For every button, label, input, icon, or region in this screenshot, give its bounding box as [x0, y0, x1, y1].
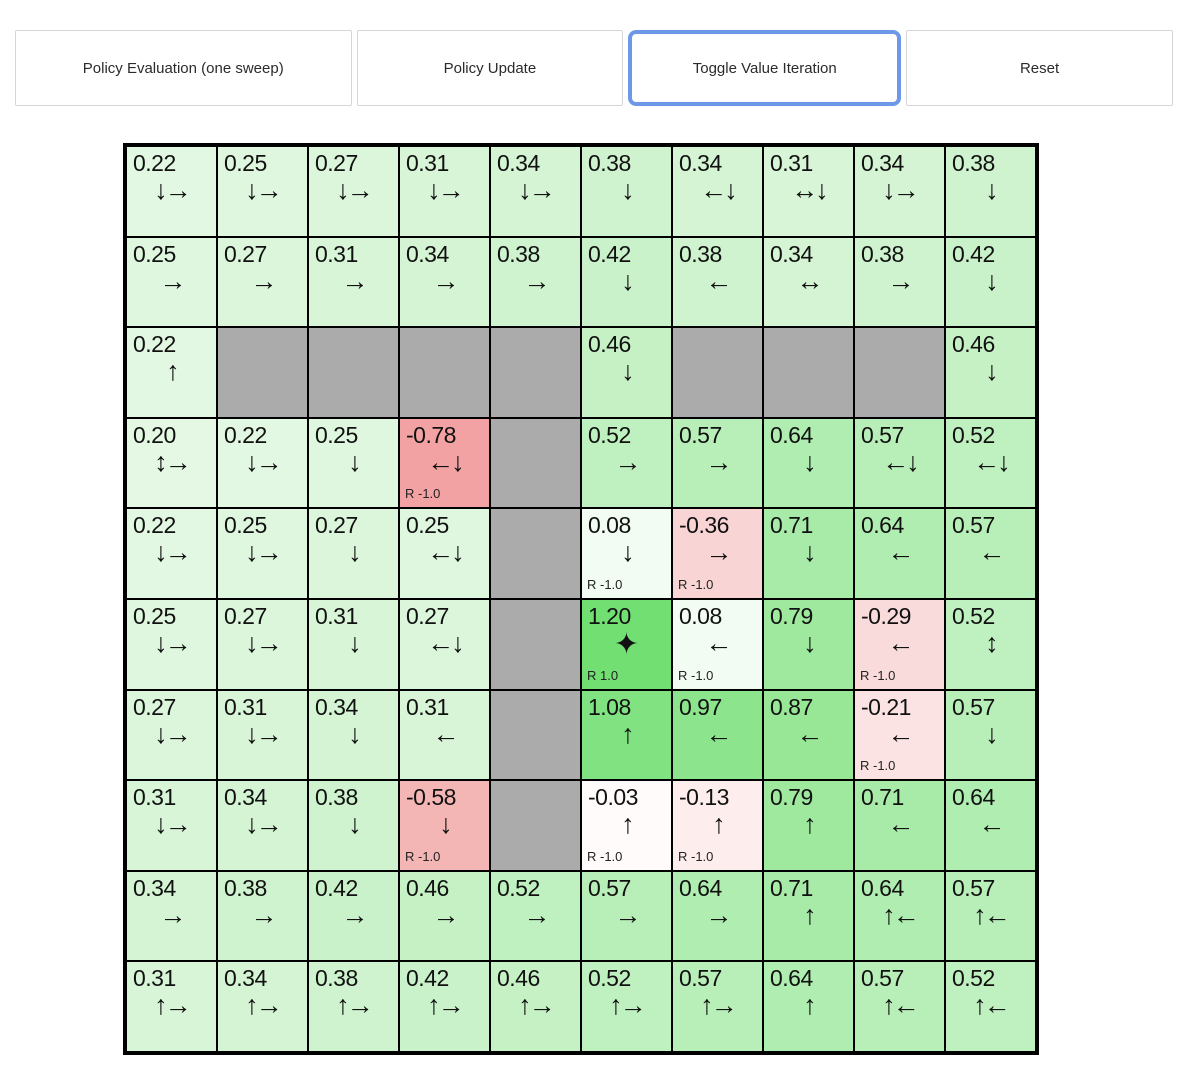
- grid-cell-r6c7[interactable]: [672, 599, 763, 690]
- grid-cell-r7c4[interactable]: [399, 690, 490, 781]
- grid-cell-r6c4[interactable]: [399, 599, 490, 690]
- grid-cell-r6c1[interactable]: [126, 599, 217, 690]
- grid-cell-r9c5[interactable]: [490, 871, 581, 962]
- grid-cell-r9c3[interactable]: [308, 871, 399, 962]
- state-value: 0.25: [224, 512, 267, 539]
- state-value: 0.57: [952, 693, 995, 720]
- state-value: 1.20: [588, 602, 631, 629]
- grid-cell-r1c2[interactable]: [217, 146, 308, 237]
- state-value: 0.34: [861, 150, 904, 176]
- grid-cell-r8c1[interactable]: [126, 780, 217, 871]
- state-value: 0.52: [952, 421, 995, 448]
- reward-label: R -1.0: [678, 848, 714, 864]
- policy-arrow-icon: →: [250, 899, 275, 930]
- grid-cell-r10c7[interactable]: [672, 961, 763, 1052]
- policy-arrow-icon: ↓→: [154, 718, 189, 749]
- policy-arrow-icon: →: [887, 265, 912, 296]
- policy-arrow-icon: ↕: [985, 627, 996, 658]
- grid-cell-r8c4[interactable]: [399, 780, 490, 871]
- reward-label: R 1.0: [587, 667, 619, 683]
- grid-cell-r7c9[interactable]: [854, 690, 945, 781]
- policy-arrow-icon: ↓→: [154, 175, 189, 205]
- state-value: 0.34: [406, 240, 449, 267]
- policy-arrow-icon: ↓→: [154, 537, 189, 568]
- grid-cell-r9c7[interactable]: [672, 871, 763, 962]
- grid-cell-r2c7[interactable]: [672, 237, 763, 328]
- policy-arrow-icon: ↑←: [973, 990, 1008, 1021]
- grid-cell-r7c3[interactable]: [308, 690, 399, 781]
- policy-arrow-icon: ←: [705, 627, 730, 658]
- grid-cell-r5c1[interactable]: [126, 508, 217, 599]
- grid-cell-r9c4[interactable]: [399, 871, 490, 962]
- reward-label: R -1.0: [587, 848, 623, 864]
- grid-cell-r2c1[interactable]: [126, 237, 217, 328]
- state-value: 0.87: [770, 693, 813, 720]
- state-value: 0.57: [861, 421, 904, 448]
- grid-cell-r2c4[interactable]: [399, 237, 490, 328]
- state-value: 0.64: [679, 874, 722, 901]
- grid-cell-r7c6[interactable]: [581, 690, 672, 781]
- policy-arrow-icon: →: [341, 899, 366, 930]
- state-value: 0.52: [952, 965, 995, 992]
- wall-cell-r4c5[interactable]: [490, 418, 581, 509]
- policy-arrow-icon: ←: [887, 718, 912, 749]
- grid-cell-r9c9[interactable]: [854, 871, 945, 962]
- state-value: 0.57: [952, 512, 995, 539]
- policy-arrow-icon: ←↓: [427, 537, 462, 568]
- grid-cell-r3c1[interactable]: [126, 327, 217, 418]
- policy-arrow-icon: ↓→: [245, 718, 280, 749]
- policy-arrow-icon: →: [705, 446, 730, 477]
- policy-arrow-icon: ↑: [803, 990, 814, 1021]
- grid-cell-r8c3[interactable]: [308, 780, 399, 871]
- policy-arrow-icon: ↓: [985, 265, 996, 296]
- state-value: 0.46: [497, 965, 540, 992]
- policy-arrow-icon: ↓: [985, 718, 996, 749]
- grid-cell-r10c2[interactable]: [217, 961, 308, 1052]
- grid-cell-r8c6[interactable]: [581, 780, 672, 871]
- wall-cell-r3c7[interactable]: [672, 327, 763, 418]
- policy-arrow-icon: ←: [887, 809, 912, 840]
- policy-arrow-icon: →: [432, 899, 457, 930]
- state-value: 0.27: [224, 602, 267, 629]
- policy-arrow-icon: ↑: [166, 356, 177, 387]
- grid-cell-r6c2[interactable]: [217, 599, 308, 690]
- state-value: 0.31: [133, 784, 176, 811]
- policy-arrow-icon: ↓: [621, 265, 632, 296]
- state-value: 0.31: [315, 602, 358, 629]
- state-value: 0.52: [588, 421, 631, 448]
- grid-cell-r7c10[interactable]: [945, 690, 1036, 781]
- grid-cell-r7c8[interactable]: [763, 690, 854, 781]
- grid-cell-r2c5[interactable]: [490, 237, 581, 328]
- grid-cell-r8c2[interactable]: [217, 780, 308, 871]
- grid-cell-r3c6[interactable]: [581, 327, 672, 418]
- policy-update-button[interactable]: Policy Update: [357, 30, 624, 106]
- policy-arrow-icon: ↓→: [245, 537, 280, 568]
- policy-arrow-icon: ←↓: [427, 446, 462, 477]
- toggle-value-iteration-button[interactable]: Toggle Value Iteration: [628, 30, 901, 106]
- grid-cell-r9c10[interactable]: [945, 871, 1036, 962]
- state-value: 0.42: [588, 240, 631, 267]
- policy-arrow-icon: ↑←: [882, 990, 917, 1021]
- state-value: 0.34: [679, 150, 722, 176]
- toolbar: [0, 0, 1188, 106]
- state-value: 0.38: [315, 784, 358, 811]
- state-value: 0.34: [224, 784, 267, 811]
- reward-label: R -1.0: [405, 486, 441, 502]
- grid-cell-r1c7[interactable]: [672, 146, 763, 237]
- state-value: 0.64: [770, 421, 813, 448]
- grid-cell-r2c8[interactable]: [763, 237, 854, 328]
- state-value: 0.42: [952, 240, 995, 267]
- policy-arrow-icon: ↑: [712, 809, 723, 840]
- grid-cell-r4c9[interactable]: [854, 418, 945, 509]
- grid-cell-r10c5[interactable]: [490, 961, 581, 1052]
- policy-arrow-icon: ←: [887, 627, 912, 658]
- policy-arrow-icon: ↑→: [154, 990, 189, 1021]
- state-value: 0.27: [315, 150, 358, 176]
- policy-arrow-icon: ↓: [621, 356, 632, 387]
- grid-cell-r4c1[interactable]: [126, 418, 217, 509]
- state-value: 1.08: [588, 693, 631, 720]
- policy-arrow-icon: ↑→: [609, 990, 644, 1021]
- policy-arrow-icon: →: [250, 265, 275, 296]
- grid-cell-r6c9[interactable]: [854, 599, 945, 690]
- grid-cell-r10c6[interactable]: [581, 961, 672, 1052]
- wall-cell-r3c3[interactable]: [308, 327, 399, 418]
- state-value: 0.71: [861, 784, 904, 811]
- state-value: 0.38: [952, 150, 995, 176]
- gridworld: [123, 143, 1039, 1055]
- policy-arrow-icon: ↓→: [427, 175, 462, 205]
- policy-arrow-icon: ←: [705, 265, 730, 296]
- grid-cell-r4c10[interactable]: [945, 418, 1036, 509]
- policy-arrow-icon: ↓: [439, 809, 450, 840]
- state-value: 0.38: [588, 150, 631, 176]
- policy-arrow-icon: →: [432, 265, 457, 296]
- state-value: 0.31: [770, 150, 813, 176]
- state-value: 0.42: [315, 874, 358, 901]
- policy-arrow-icon: →: [523, 265, 548, 296]
- grid-cell-r6c3[interactable]: [308, 599, 399, 690]
- grid-cell-r2c3[interactable]: [308, 237, 399, 328]
- grid-cell-r5c3[interactable]: [308, 508, 399, 599]
- grid-cell-r5c4[interactable]: [399, 508, 490, 599]
- state-value: 0.25: [224, 150, 267, 176]
- grid-cell-r7c2[interactable]: [217, 690, 308, 781]
- reward-label: R -1.0: [678, 576, 714, 592]
- reward-label: R -1.0: [587, 576, 623, 592]
- policy-arrow-icon: ↑→: [518, 990, 553, 1021]
- grid-cell-r1c6[interactable]: [581, 146, 672, 237]
- grid-cell-r8c10[interactable]: [945, 780, 1036, 871]
- state-value: 0.22: [224, 421, 267, 448]
- policy-arrow-icon: ↓: [348, 627, 359, 658]
- state-value: 0.79: [770, 784, 813, 811]
- state-value: 0.38: [861, 240, 904, 267]
- policy-arrow-icon: ↓: [621, 537, 632, 568]
- grid-cell-r4c2[interactable]: [217, 418, 308, 509]
- state-value: 0.25: [133, 602, 176, 629]
- state-value: 0.64: [861, 874, 904, 901]
- policy-arrow-icon: ↓: [985, 356, 996, 387]
- state-value: 0.57: [861, 965, 904, 992]
- policy-arrow-icon: ↓: [803, 627, 814, 658]
- state-value: 0.22: [133, 512, 176, 539]
- grid-cell-r10c10[interactable]: [945, 961, 1036, 1052]
- grid-cell-r8c7[interactable]: [672, 780, 763, 871]
- state-value: 0.31: [315, 240, 358, 267]
- policy-arrow-icon: →: [614, 899, 639, 930]
- policy-arrow-icon: →: [159, 899, 184, 930]
- grid-cell-r2c10[interactable]: [945, 237, 1036, 328]
- grid-cell-r2c6[interactable]: [581, 237, 672, 328]
- policy-arrow-icon: ↓→: [245, 175, 280, 205]
- state-value: 0.08: [588, 512, 631, 539]
- state-value: 0.34: [315, 693, 358, 720]
- grid-cell-r9c1[interactable]: [126, 871, 217, 962]
- policy-arrow-icon: ↑→: [700, 990, 735, 1021]
- policy-arrow-icon: →: [159, 265, 184, 296]
- policy-arrow-icon: ←↓: [973, 446, 1008, 477]
- grid-cell-r3c10[interactable]: [945, 327, 1036, 418]
- policy-arrow-icon: ↑: [621, 809, 632, 840]
- state-value: 0.22: [133, 150, 176, 176]
- policy-arrow-icon: ↓: [985, 175, 996, 205]
- policy-arrow-icon: ↓→: [245, 809, 280, 840]
- grid-cell-r8c8[interactable]: [763, 780, 854, 871]
- state-value: 0.20: [133, 421, 176, 448]
- grid-cell-r1c3[interactable]: [308, 146, 399, 237]
- grid-cell-r2c2[interactable]: [217, 237, 308, 328]
- grid-cell-r6c10[interactable]: [945, 599, 1036, 690]
- reset-button[interactable]: Reset: [906, 30, 1173, 106]
- grid-cell-r6c8[interactable]: [763, 599, 854, 690]
- policy-arrow-icon: ←: [978, 537, 1003, 568]
- grid-cell-r9c6[interactable]: [581, 871, 672, 962]
- policy-arrow-icon: ↓→: [245, 627, 280, 658]
- state-value: -0.78: [406, 421, 456, 448]
- goal-star-icon: ✦: [613, 627, 640, 661]
- state-value: 0.34: [770, 240, 813, 267]
- wall-cell-r3c9[interactable]: [854, 327, 945, 418]
- policy-arrow-icon: ↓: [348, 809, 359, 840]
- grid-cell-r2c9[interactable]: [854, 237, 945, 328]
- state-value: 0.22: [133, 331, 176, 358]
- policy-arrow-icon: →: [341, 265, 366, 296]
- state-value: -0.29: [861, 602, 911, 629]
- state-value: 0.52: [952, 602, 995, 629]
- state-value: 0.08: [679, 602, 722, 629]
- grid-cell-r4c7[interactable]: [672, 418, 763, 509]
- policy-arrow-icon: ↑→: [245, 990, 280, 1021]
- state-value: 0.42: [406, 965, 449, 992]
- grid-cell-r5c7[interactable]: [672, 508, 763, 599]
- state-value: 0.57: [952, 874, 995, 901]
- state-value: 0.64: [861, 512, 904, 539]
- policy-arrow-icon: ↓→: [518, 175, 553, 205]
- grid-cell-r10c3[interactable]: [308, 961, 399, 1052]
- state-value: 0.64: [770, 965, 813, 992]
- grid-cell-r10c4[interactable]: [399, 961, 490, 1052]
- policy-arrow-icon: ↑: [803, 809, 814, 840]
- grid-cell-r5c2[interactable]: [217, 508, 308, 599]
- state-value: 0.46: [588, 331, 631, 358]
- policy-arrow-icon: ←↓: [700, 175, 735, 205]
- state-value: 0.38: [315, 965, 358, 992]
- policy-arrow-icon: ←: [887, 537, 912, 568]
- policy-arrow-icon: ↔: [796, 265, 821, 296]
- state-value: 0.34: [497, 150, 540, 176]
- wall-cell-r3c8[interactable]: [763, 327, 854, 418]
- state-value: 0.64: [952, 784, 995, 811]
- grid-cell-r4c8[interactable]: [763, 418, 854, 509]
- policy-arrow-icon: ↓→: [154, 627, 189, 658]
- wall-cell-r3c2[interactable]: [217, 327, 308, 418]
- reward-label: R -1.0: [678, 667, 714, 683]
- grid-cell-r10c8[interactable]: [763, 961, 854, 1052]
- policy-arrow-icon: ←: [705, 718, 730, 749]
- grid-cell-r6c6[interactable]: [581, 599, 672, 690]
- policy-evaluation-button[interactable]: Policy Evaluation (one sweep): [15, 30, 352, 106]
- policy-arrow-icon: →: [705, 899, 730, 930]
- policy-arrow-icon: ↓→: [336, 175, 371, 205]
- grid-cell-r8c9[interactable]: [854, 780, 945, 871]
- state-value: 0.52: [497, 874, 540, 901]
- state-value: 0.25: [315, 421, 358, 448]
- policy-arrow-icon: ↓: [621, 175, 632, 205]
- grid-cell-r9c2[interactable]: [217, 871, 308, 962]
- state-value: 0.38: [224, 874, 267, 901]
- state-value: 0.57: [679, 965, 722, 992]
- grid-cell-r5c10[interactable]: [945, 508, 1036, 599]
- policy-arrow-icon: ↓: [348, 537, 359, 568]
- grid-cell-r7c1[interactable]: [126, 690, 217, 781]
- policy-arrow-icon: ↓: [348, 718, 359, 749]
- policy-arrow-icon: ↕→: [154, 446, 189, 477]
- policy-arrow-icon: ←: [978, 809, 1003, 840]
- policy-arrow-icon: ↑←: [973, 899, 1008, 930]
- state-value: 0.27: [133, 693, 176, 720]
- policy-arrow-icon: ↓→: [154, 809, 189, 840]
- policy-arrow-icon: ↑→: [336, 990, 371, 1021]
- state-value: 0.31: [406, 693, 449, 720]
- grid-cell-r1c10[interactable]: [945, 146, 1036, 237]
- policy-arrow-icon: ←↓: [427, 627, 462, 658]
- grid-cell-r4c6[interactable]: [581, 418, 672, 509]
- policy-arrow-icon: ↓→: [882, 175, 917, 205]
- state-value: 0.31: [406, 150, 449, 176]
- grid-cell-r4c4[interactable]: [399, 418, 490, 509]
- policy-arrow-icon: ↑→: [427, 990, 462, 1021]
- wall-cell-r7c5[interactable]: [490, 690, 581, 781]
- state-value: 0.27: [406, 602, 449, 629]
- policy-arrow-icon: ←: [796, 718, 821, 749]
- state-value: -0.58: [406, 784, 456, 811]
- wall-cell-r3c4[interactable]: [399, 327, 490, 418]
- policy-arrow-icon: →: [523, 899, 548, 930]
- state-value: 0.25: [133, 240, 176, 267]
- wall-cell-r8c5[interactable]: [490, 780, 581, 871]
- state-value: 0.38: [497, 240, 540, 267]
- state-value: 0.71: [770, 874, 813, 901]
- state-value: 0.97: [679, 693, 722, 720]
- state-value: -0.03: [588, 784, 638, 811]
- reward-label: R -1.0: [860, 667, 896, 683]
- state-value: 0.34: [224, 965, 267, 992]
- state-value: 0.25: [406, 512, 449, 539]
- state-value: 0.31: [133, 965, 176, 992]
- policy-arrow-icon: →: [705, 537, 730, 568]
- wall-cell-r5c5[interactable]: [490, 508, 581, 599]
- state-value: 0.27: [315, 512, 358, 539]
- policy-arrow-icon: ↓→: [245, 446, 280, 477]
- state-value: 0.27: [224, 240, 267, 267]
- wall-cell-r3c5[interactable]: [490, 327, 581, 418]
- grid-cell-r9c8[interactable]: [763, 871, 854, 962]
- grid-cell-r1c4[interactable]: [399, 146, 490, 237]
- grid-cell-r1c8[interactable]: [763, 146, 854, 237]
- grid-cell-r10c9[interactable]: [854, 961, 945, 1052]
- grid-cell-r1c1[interactable]: [126, 146, 217, 237]
- state-value: 0.71: [770, 512, 813, 539]
- policy-arrow-icon: ↓: [803, 537, 814, 568]
- state-value: 0.34: [133, 874, 176, 901]
- grid-cell-r5c6[interactable]: [581, 508, 672, 599]
- grid-cell-r1c9[interactable]: [854, 146, 945, 237]
- state-value: -0.36: [679, 512, 729, 539]
- state-value: 0.52: [588, 965, 631, 992]
- state-value: 0.57: [679, 421, 722, 448]
- policy-arrow-icon: →: [614, 446, 639, 477]
- state-value: 0.46: [406, 874, 449, 901]
- grid-cell-r1c5[interactable]: [490, 146, 581, 237]
- reward-label: R -1.0: [860, 758, 896, 774]
- state-value: 0.38: [679, 240, 722, 267]
- state-value: 0.31: [224, 693, 267, 720]
- grid-cell-r5c8[interactable]: [763, 508, 854, 599]
- policy-arrow-icon: ↑: [621, 718, 632, 749]
- grid-cell-r7c7[interactable]: [672, 690, 763, 781]
- state-value: -0.21: [861, 693, 911, 720]
- policy-arrow-icon: ←: [432, 718, 457, 749]
- wall-cell-r6c5[interactable]: [490, 599, 581, 690]
- policy-arrow-icon: ↑←: [882, 899, 917, 930]
- grid-cell-r4c3[interactable]: [308, 418, 399, 509]
- policy-arrow-icon: ↑: [803, 899, 814, 930]
- grid-cell-r5c9[interactable]: [854, 508, 945, 599]
- policy-arrow-icon: ↓: [348, 446, 359, 477]
- policy-arrow-icon: ↔↓: [791, 175, 826, 205]
- state-value: 0.79: [770, 602, 813, 629]
- reward-label: R -1.0: [405, 848, 441, 864]
- state-value: 0.46: [952, 331, 995, 358]
- policy-arrow-icon: ←↓: [882, 446, 917, 477]
- policy-arrow-icon: ↓: [803, 446, 814, 477]
- grid-cell-r10c1[interactable]: [126, 961, 217, 1052]
- state-value: -0.13: [679, 784, 729, 811]
- state-value: 0.57: [588, 874, 631, 901]
